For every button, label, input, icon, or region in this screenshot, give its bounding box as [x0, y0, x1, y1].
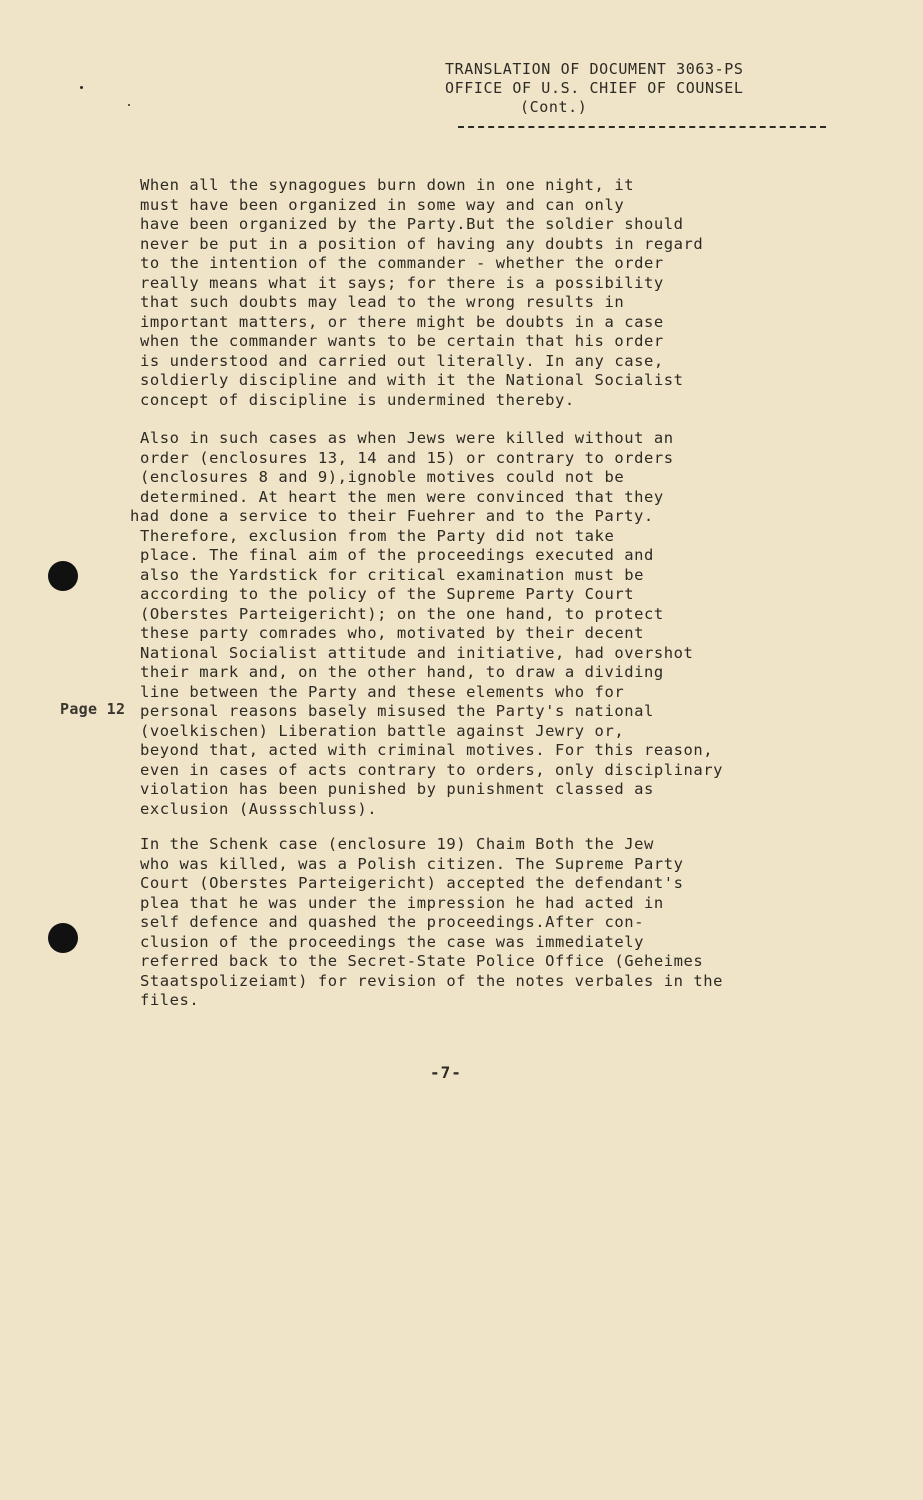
- text-line: these party comrades who, motivated by their decent: [140, 624, 644, 642]
- text-line: (voelkischen) Liberation battle against Jewry or,: [140, 721, 625, 740]
- header-office: OFFICE OF U.S. CHIEF OF COUNSEL: [445, 79, 744, 97]
- text-line: determined. At heart the men were convinced that they: [140, 487, 664, 506]
- text-line: according to the policy of the Supreme Party Court: [140, 585, 635, 603]
- header-continued: (Cont.): [520, 98, 588, 116]
- document-header: [445, 60, 825, 117]
- text-line: even in cases of acts contrary to orders, only disciplinary: [140, 760, 724, 779]
- speck-mark: [80, 86, 83, 89]
- punch-hole: [48, 561, 78, 591]
- text-line: to the intention of the commander - whether the order: [140, 254, 664, 272]
- header-divider: [458, 126, 826, 128]
- text-line: referred back to the Secret-State Police Office (Geheimes: [140, 952, 704, 970]
- text-line: National Socialist attitude and initiative, had overshot: [140, 643, 694, 662]
- text-line: that such doubts may lead to the wrong results in: [140, 293, 625, 311]
- margin-page-note: Page 12: [60, 700, 126, 718]
- page-number: -7-: [430, 1063, 462, 1082]
- paragraph-schenk-case: [140, 835, 845, 1011]
- text-line: In the Schenk case (enclosure 19) Chaim Both the Jew: [140, 835, 654, 853]
- text-line: Also in such cases as when Jews were killed without an: [140, 429, 674, 447]
- text-line: line between the Party and these elements who for: [140, 682, 625, 701]
- text-line: important matters, or there might be doubts in a case: [140, 312, 664, 331]
- text-line: exclusion (Aussschluss).: [140, 799, 378, 818]
- text-line: (Oberstes Parteigericht); on the one hand, to protect: [140, 604, 664, 623]
- punch-hole: [48, 923, 78, 953]
- text-line: personal reasons basely misused the Party's national: [140, 702, 654, 720]
- text-line: never be put in a position of having any doubts in regard: [140, 234, 704, 253]
- text-line: really means what it says; for there is a possibility: [140, 273, 664, 292]
- text-line: have been organized by the Party.But the soldier should: [140, 215, 684, 233]
- text-line: their mark and, on the other hand, to draw a dividing: [140, 663, 664, 681]
- text-line: also the Yardstick for critical examination must be: [140, 565, 644, 584]
- text-line: place. The final aim of the proceedings executed and: [140, 546, 654, 564]
- text-line: when the commander wants to be certain that his order: [140, 332, 664, 350]
- text-line: had done a service to their Fuehrer and to the Party.: [130, 507, 654, 525]
- text-line: beyond that, acted with criminal motives. For this reason,: [140, 741, 714, 759]
- text-line: clusion of the proceedings the case was immediately: [140, 932, 644, 951]
- text-line: who was killed, was a Polish citizen. The Supreme Party: [140, 854, 684, 873]
- text-line: Therefore, exclusion from the Party did not take: [140, 526, 615, 545]
- text-line: Court (Oberstes Parteigericht) accepted the defendant's: [140, 874, 684, 892]
- text-line: files.: [140, 991, 200, 1009]
- text-line: is understood and carried out literally. In any case,: [140, 351, 664, 370]
- paragraph-synagogues: [140, 176, 845, 410]
- text-line: order (enclosures 13, 14 and 15) or contrary to orders: [140, 448, 674, 467]
- text-line: soldierly discipline and with it the National Socialist: [140, 371, 684, 389]
- header-title: TRANSLATION OF DOCUMENT 3063-PS: [445, 60, 744, 78]
- text-line: Staatspolizeiamt) for revision of the notes verbales in the: [140, 971, 724, 990]
- text-line: self defence and quashed the proceedings.After con-: [140, 913, 644, 931]
- text-line: When all the synagogues burn down in one night, it: [140, 176, 635, 194]
- text-line: (enclosures 8 and 9),ignoble motives could not be: [140, 468, 625, 486]
- text-line: violation has been punished by punishment classed as: [140, 780, 654, 798]
- text-line: must have been organized in some way and can only: [140, 195, 625, 214]
- text-line: plea that he was under the impression he had acted in: [140, 893, 664, 912]
- text-line: concept of discipline is undermined thereby.: [140, 390, 575, 409]
- speck-mark: [128, 104, 130, 106]
- paragraph-exclusion: [130, 429, 845, 819]
